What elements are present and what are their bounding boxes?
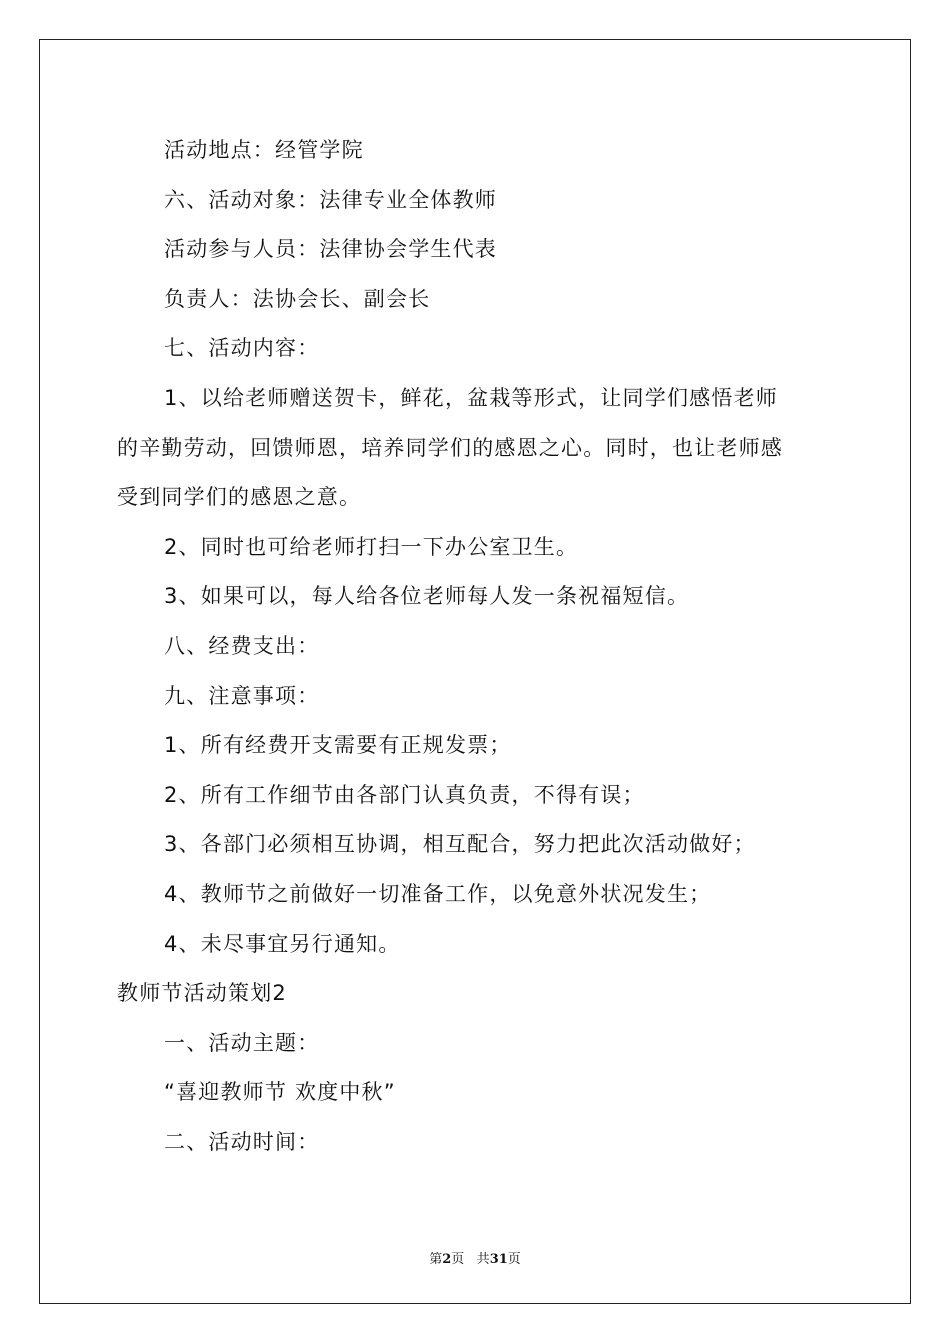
list-item: 2、同时也可给老师打扫一下办公室卫生。: [164, 534, 579, 559]
current-page-number: 2: [442, 1252, 452, 1267]
list-item: 2、所有工作细节由各部门认真负责，不得有误；: [164, 782, 645, 807]
footer-prefix: 第: [429, 1252, 443, 1267]
section-heading: 六、活动对象：法律专业全体教师: [164, 187, 497, 212]
footer-total-prefix: 共: [476, 1252, 490, 1267]
total-page-count: 31: [489, 1252, 508, 1267]
text-line: 活动地点：经管学院: [164, 138, 364, 162]
text-line: 活动参与人员：法律协会学生代表: [164, 237, 497, 262]
section-heading: 七、活动内容：: [164, 336, 320, 361]
list-item: 1、以给老师赠送贺卡，鲜花，盆栽等形式，让同学们感悟老师: [164, 385, 778, 410]
theme-quote: “喜迎教师节 欢度中秋”: [164, 1080, 396, 1105]
list-item: 4、未尽事宜另行通知。: [164, 931, 401, 956]
section-heading: 九、注意事项：: [164, 683, 320, 708]
document-body: [117, 126, 837, 1167]
section-heading: 八、经费支出：: [164, 633, 320, 658]
text-line: 的辛勤劳动，回馈师恩，培养同学们的感恩之心。同时，也让老师感: [117, 435, 783, 460]
list-item: 3、如果可以，每人给各位老师每人发一条祝福短信。: [164, 584, 690, 609]
footer-total-unit: 页: [507, 1252, 521, 1267]
section-heading: 一、活动主题：: [164, 1030, 320, 1055]
text-line: 受到同学们的感恩之意。: [117, 485, 362, 510]
section-heading: 二、活动时间：: [164, 1129, 320, 1154]
page-footer: [0, 1248, 950, 1267]
document-title: 教师节活动策划2: [117, 981, 287, 1006]
text-line: 负责人：法协会长、副会长: [164, 286, 431, 311]
list-item: 3、各部门必须相互协调，相互配合，努力把此次活动做好；: [164, 832, 756, 857]
list-item: 1、所有经费开支需要有正规发票；: [164, 733, 512, 758]
list-item: 4、教师节之前做好一切准备工作，以免意外状况发生；: [164, 881, 712, 906]
footer-page-unit: 页: [451, 1252, 465, 1267]
